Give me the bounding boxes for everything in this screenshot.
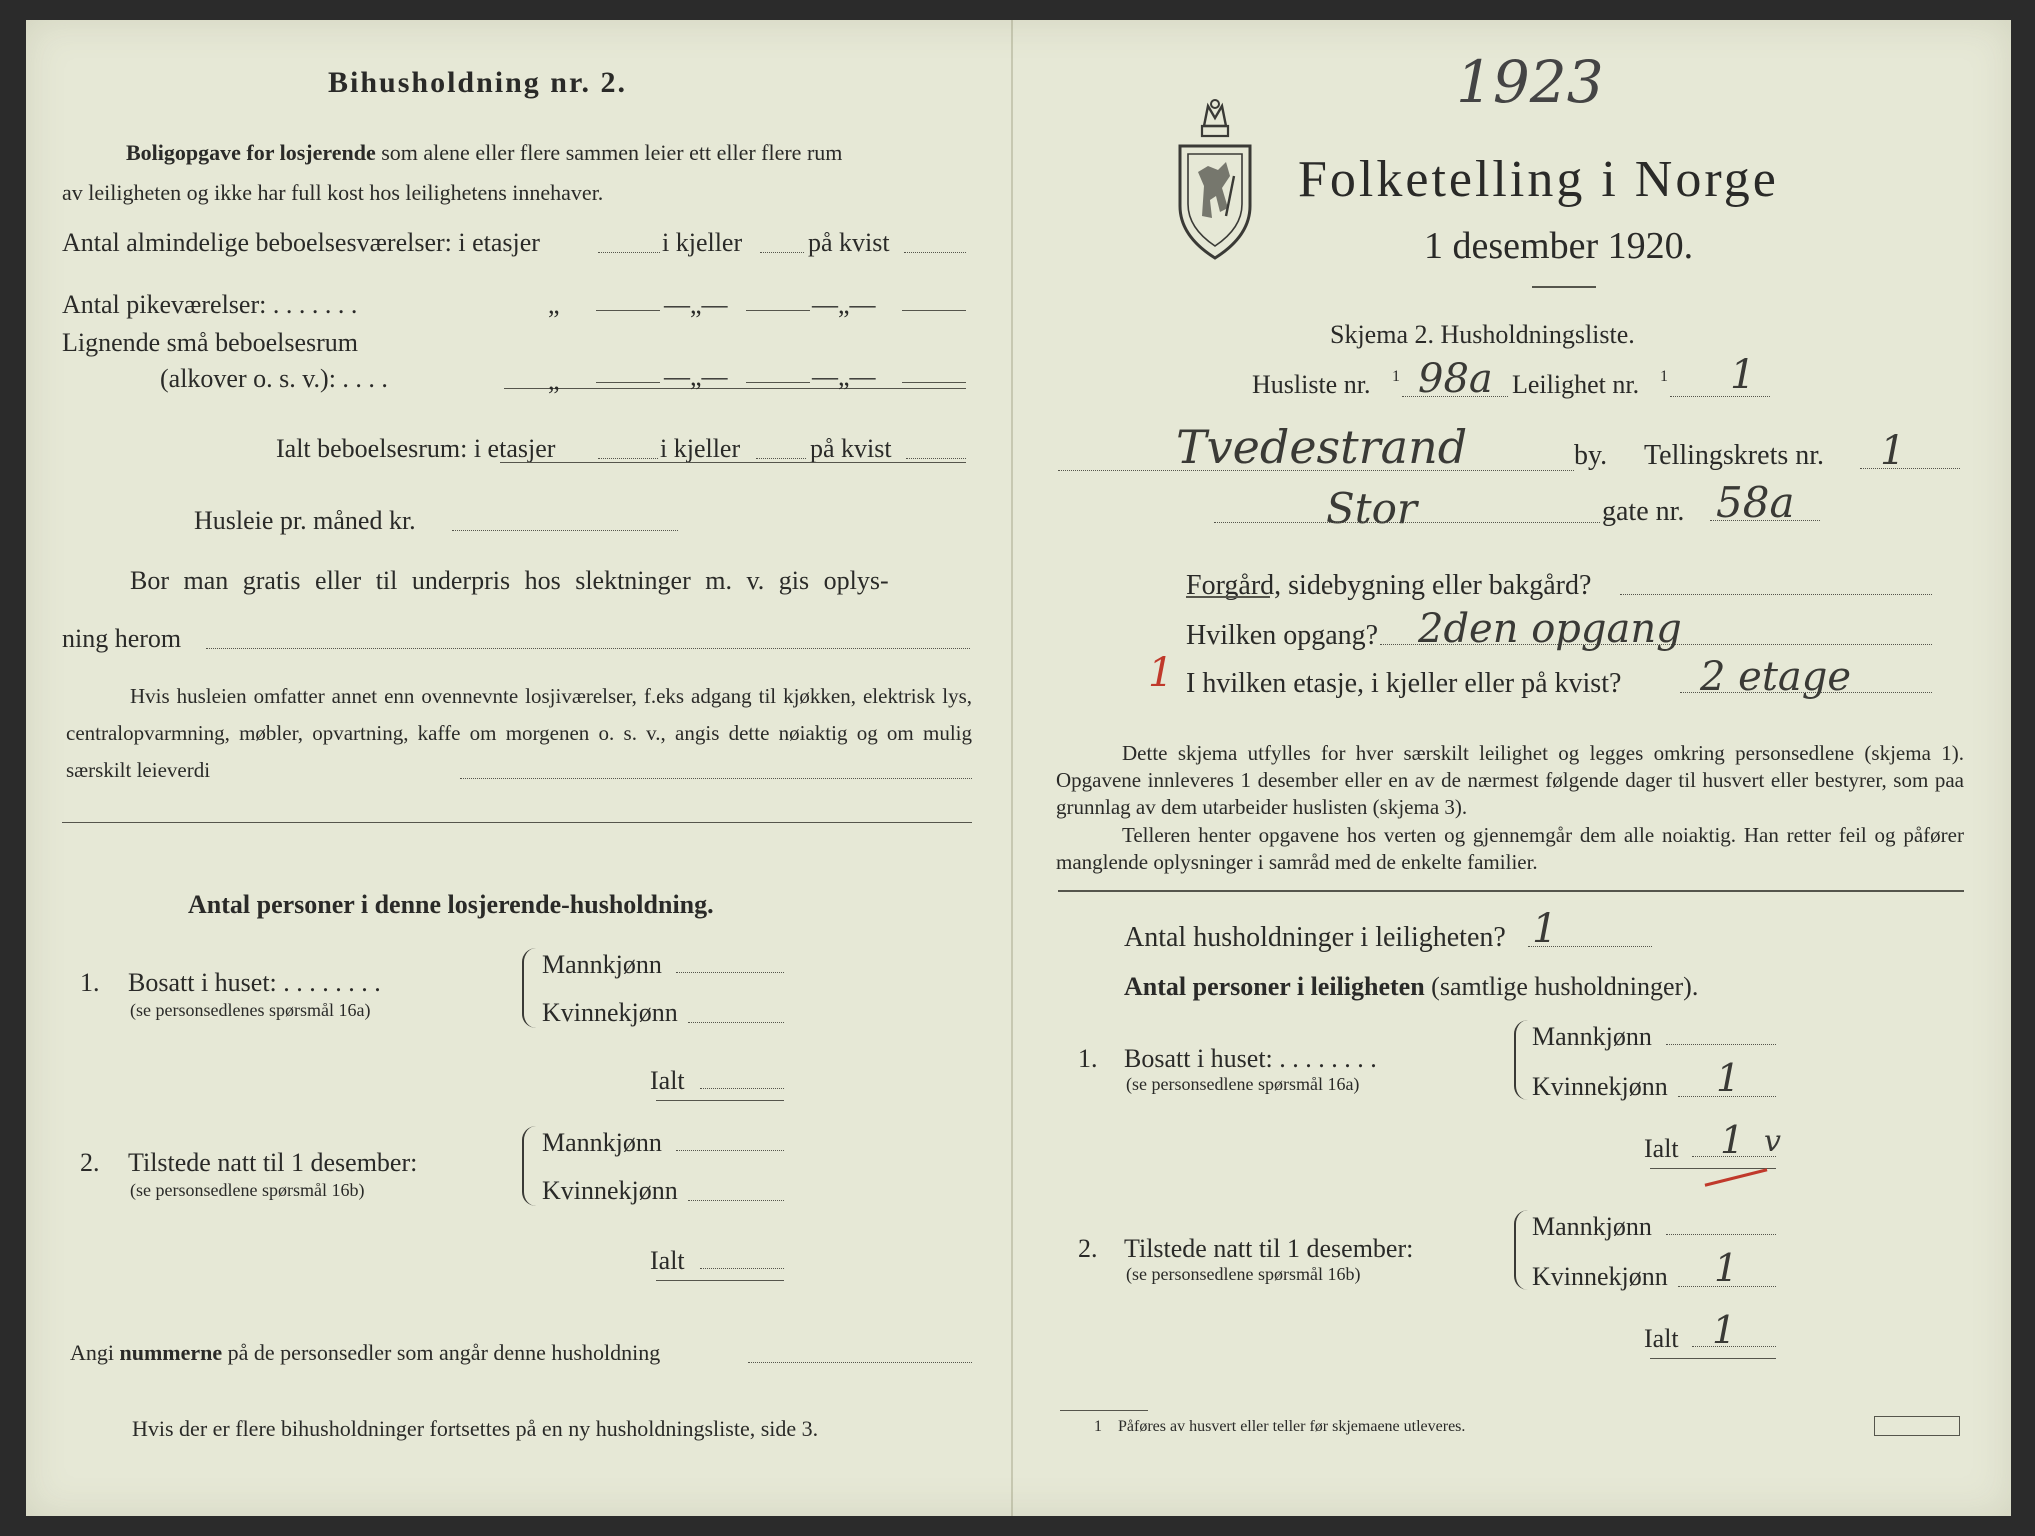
antal-pike-label: Antal pikeværelser: . . . . . . .: [62, 290, 358, 319]
husleie-field: [452, 530, 678, 531]
kjeller-label: i kjeller: [662, 228, 743, 257]
leilighet-footnote: 1: [1660, 368, 1668, 385]
q1-mann-field: [676, 972, 784, 973]
opgang-value: 2den opgang: [1418, 606, 1682, 652]
kjeller-label: i kjeller: [660, 434, 741, 463]
forgaard-strike: [1186, 596, 1270, 598]
form-date: 1 desember 1920.: [1424, 225, 1694, 267]
r-q2-number: 2.: [1078, 1234, 1098, 1263]
q1-label: Bosatt i huset: . . . . . . . .: [128, 968, 381, 997]
footnote-rule: [1060, 1410, 1148, 1411]
etasjer-field: [598, 252, 660, 253]
husliste-footnote: 1: [1392, 368, 1400, 385]
r-q2-brace: [1514, 1210, 1530, 1290]
ialt-kjeller-field: [756, 458, 806, 459]
q2-sub: (se personsedlene spørsmål 16b): [130, 1180, 365, 1200]
husleie-label: Husleie pr. måned kr.: [194, 506, 416, 535]
herom-field: [206, 648, 970, 649]
q2-ialt-underline: [656, 1280, 784, 1281]
margin-mark: 1: [1148, 650, 1174, 696]
q1-number: 1.: [80, 968, 100, 997]
ialt-rum-label: Ialt beboelsesrum: i etasjer: [276, 434, 556, 463]
q2-brace: [522, 1126, 538, 1206]
coat-of-arms-icon: [1174, 96, 1256, 262]
hvis-husleie-paragraph: Hvis husleien omfatter annet enn ovennevnte losjiværelser, f.eks adgang til kjøkken, elektrisk lys, centralopvarmning, møbler, opvartning, kaffe om morgenen o. s. v., angis dette nøiaktig og om mulig særskilt leieverdi: [66, 684, 972, 782]
page-fold: [1011, 20, 1013, 1516]
lignende-label: Lignende små beboelsesrum: [62, 328, 359, 357]
angi-line: [70, 1340, 660, 1366]
q2-ialt-label: Ialt: [650, 1246, 685, 1275]
pike-kvist-field: [902, 310, 966, 311]
r-q1-ialt-value: 1: [1720, 1118, 1745, 1162]
r-q2-mann-field: [1666, 1234, 1776, 1235]
q1-ialt-field: [700, 1088, 784, 1089]
q1-ialt-label: Ialt: [650, 1066, 685, 1095]
antal-pers-rest: (samtlige husholdninger).: [1431, 972, 1699, 1001]
ditto-mark: „: [548, 366, 560, 395]
forgaard-label: Forgård, sidebygning eller bakgård?: [1186, 570, 1592, 601]
r-q2-mann-label: Mannkjønn: [1532, 1212, 1652, 1241]
q1-kvinne-field: [688, 1022, 784, 1023]
ialt-etasjer-field: [598, 458, 658, 459]
bor-man-label: Bor man gratis eller til underpris hos slektninger m. v. gis oplys-: [130, 566, 889, 595]
etasje-value: 2 etage: [1700, 654, 1852, 700]
q2-ialt-field: [700, 1268, 784, 1269]
instructions-paragraph-2: Telleren henter opgavene hos verten og gjennemgår dem alle noiaktig. Han retter feil og påfører manglende oplysninger i samråd med de enkelte familier.: [1056, 823, 1964, 874]
antal-hush-label: Antal husholdninger i leiligheten?: [1124, 922, 1506, 953]
q1-mann-label: Mannkjønn: [542, 950, 662, 979]
footnote-mark: 1: [1094, 1418, 1102, 1435]
ditto-mark: —„—: [812, 362, 876, 391]
husliste-value: 98a: [1418, 356, 1493, 402]
flere-note: Hvis der er flere bihusholdninger fortsettes på en ny husholdningsliste, side 3.: [132, 1416, 819, 1441]
q2-kvinne-label: Kvinnekjønn: [542, 1176, 678, 1205]
q1-brace: [522, 948, 538, 1028]
r-q2-ialt-label: Ialt: [1644, 1324, 1679, 1353]
r-q1-ialt-underline: [1650, 1168, 1776, 1169]
pike-etasjer-field: [596, 310, 660, 311]
footnote-text: Påføres av husvert eller teller før skjemaene utleveres.: [1118, 1418, 1466, 1435]
form-title: Folketelling i Norge: [1298, 151, 1779, 208]
antal-personer-heading: Antal personer i denne losjerende-husholdning.: [188, 890, 714, 919]
angi-rest: på de personsedler som angår denne husholdning: [227, 1340, 661, 1365]
r-q2-kvinne-label: Kvinnekjønn: [1532, 1262, 1668, 1291]
kvist-label: på kvist: [810, 434, 892, 463]
antal-pers-bold: Antal personer i leiligheten: [1124, 972, 1425, 1001]
left-title: Bihusholdning nr. 2.: [328, 66, 628, 99]
opgang-label: Hvilken opgang?: [1186, 620, 1379, 651]
r-q2-ialt-underline: [1650, 1358, 1776, 1359]
instructions-divider: [1058, 890, 1964, 892]
ditto-mark: —„—: [812, 290, 876, 319]
ditto-mark: —„—: [664, 362, 728, 391]
ditto-mark: —„—: [664, 290, 728, 319]
gate-field: [1214, 522, 1600, 523]
intro-rest: som alene eller flere sammen leier ett eller flere rum: [381, 140, 843, 165]
ialt-kvist-field: [906, 458, 966, 459]
q2-number: 2.: [80, 1148, 100, 1177]
r-q2-ialt-value: 1: [1712, 1308, 1737, 1352]
angi-bold: nummerne: [119, 1340, 223, 1365]
forgaard-field: [1620, 594, 1932, 595]
gate-label: gate nr.: [1602, 496, 1685, 527]
q2-mann-label: Mannkjønn: [542, 1128, 662, 1157]
r-q2-label: Tilstede natt til 1 desember:: [1124, 1234, 1414, 1263]
krets-value: 1: [1880, 428, 1906, 474]
husliste-label: Husliste nr.: [1252, 370, 1371, 399]
ialt-rum-underline: [500, 462, 966, 463]
q2-mann-field: [676, 1150, 784, 1151]
r-q2-kvinne-value: 1: [1714, 1246, 1739, 1290]
antal-hush-value: 1: [1532, 906, 1558, 952]
instructions-paragraph-1: Dette skjema utfylles for hver særskilt leilighet og legges omkring personsedlene (skjema 1). Opgavene innleveres 1 desember eller en av de nærmest følgende dager til husvert eller bestyrer, som paa grunnlag av dem utarbeider huslisten (skjema 3).: [1056, 741, 1964, 819]
r-q1-mann-field: [1666, 1044, 1776, 1045]
ditto-mark: „: [548, 290, 560, 319]
alkover-kjeller-field: [746, 382, 810, 383]
alkover-etasjer-field: [596, 382, 660, 383]
q1-sub: (se personsedlenes spørsmål 16a): [130, 1000, 371, 1020]
r-q2-sub: (se personsedlene spørsmål 16b): [1126, 1264, 1361, 1284]
pike-kjeller-field: [746, 310, 810, 311]
title-divider: [1532, 286, 1596, 288]
r-q1-kvinne-value: 1: [1716, 1056, 1741, 1100]
leilighet-label: Leilighet nr.: [1512, 370, 1640, 399]
kvist-field: [904, 252, 966, 253]
kvist-label: på kvist: [808, 228, 890, 257]
by-label: by.: [1574, 440, 1608, 471]
printer-mark: [1874, 1416, 1960, 1436]
intro-line-1: [126, 140, 842, 166]
angi-field: [748, 1362, 972, 1363]
kjeller-field: [760, 252, 804, 253]
r-q1-brace: [1514, 1020, 1530, 1100]
intro-line-2: av leiligheten og ikke har full kost hos leilighetens innehaver.: [62, 180, 604, 205]
leilighet-value: 1: [1730, 352, 1756, 398]
r-q1-ialt-check: v: [1764, 1124, 1781, 1159]
antal-pers-heading: [1124, 972, 1698, 1002]
r-q1-kvinne-label: Kvinnekjønn: [1532, 1072, 1668, 1101]
leieverdi-field: [460, 778, 972, 779]
alkover-label: (alkover o. s. v.): . . . .: [160, 364, 388, 393]
etasje-label: I hvilken etasje, i kjeller eller på kvist?: [1186, 668, 1622, 699]
alkover-underline: [504, 388, 966, 389]
q2-kvinne-field: [688, 1200, 784, 1201]
r-q1-mann-label: Mannkjønn: [1532, 1022, 1652, 1051]
r-q1-ialt-label: Ialt: [1644, 1134, 1679, 1163]
skjema-label: Skjema 2. Husholdningsliste.: [1330, 320, 1635, 349]
krets-label: Tellingskrets nr.: [1644, 440, 1825, 471]
gate-nr-value: 58a: [1716, 478, 1795, 527]
gate-value: Stor: [1326, 484, 1418, 533]
by-value: Tvedestrand: [1176, 420, 1468, 474]
r-q1-label: Bosatt i huset: . . . . . . . .: [1124, 1044, 1377, 1073]
archive-number: 1923: [1456, 48, 1604, 116]
q1-kvinne-label: Kvinnekjønn: [542, 998, 678, 1027]
by-field: [1058, 470, 1574, 471]
separator-line: [62, 822, 972, 823]
q2-label: Tilstede natt til 1 desember:: [128, 1148, 418, 1177]
krets-field: [1860, 468, 1960, 469]
ning-herom-label: ning herom: [62, 624, 182, 653]
q1-ialt-underline: [656, 1100, 784, 1101]
angi-pre: Angi: [70, 1340, 114, 1365]
antal-alm-label: Antal almindelige beboelsesværelser: i etasjer: [62, 228, 540, 257]
r-q1-sub: (se personsedlene spørsmål 16a): [1126, 1074, 1360, 1094]
alkover-kvist-field: [902, 382, 966, 383]
r-q1-number: 1.: [1078, 1044, 1098, 1073]
intro-bold: Boligopgave for losjerende: [126, 140, 376, 165]
